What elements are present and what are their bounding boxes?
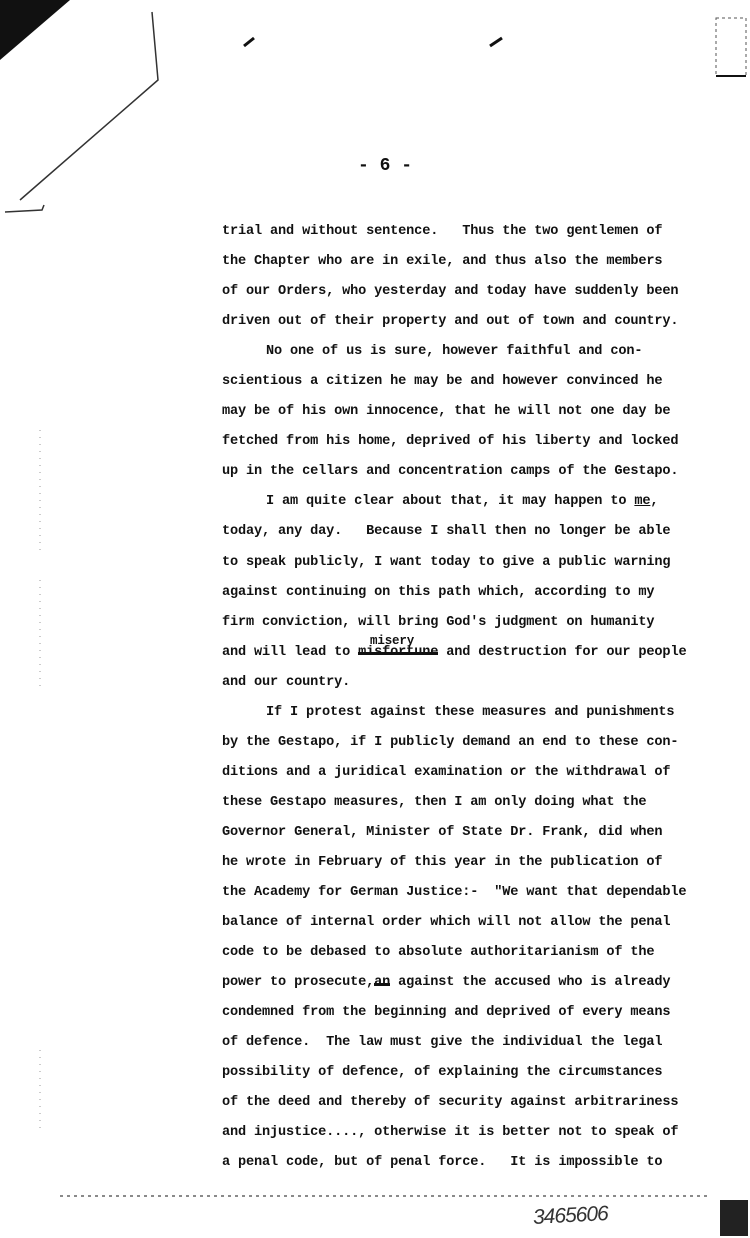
text-line: of our Orders, who yesterday and today have suddenly been [222,284,679,300]
text-line: firm conviction, will bring God's judgment on humanity [222,614,655,630]
text-line: of the deed and thereby of security against arbitrariness [222,1095,679,1111]
text-fragment: and destruction for our people [438,644,687,660]
text-line [222,633,747,668]
text-line: balance of internal order which will not allow the penal [222,915,671,931]
text-line: of defence. The law must give the individual the legal [222,1035,663,1051]
margin-dots [30,430,50,1210]
text-line: ditions and a juridical examination or the withdrawal of [222,764,671,780]
text-line: condemned from the beginning and deprived of every means [222,1005,671,1021]
text-line: these Gestapo measures, then I am only doing what the [222,794,647,810]
text-line: the Academy for German Justice:- "We want that dependable [222,885,687,901]
text-line: may be of his own innocence, that he will not one day be [222,404,671,420]
text-line: code to be debased to absolute authoritarianism of the [222,945,655,961]
text-line: fetched from his home, deprived of his liberty and locked [222,434,679,450]
text-fragment: , [650,494,659,510]
text-line: the Chapter who are in exile, and thus also the members [222,254,663,270]
ink-mark-top [240,34,520,50]
text-line: No one of us is sure, however faithful and con- [266,344,643,360]
scan-corner-artifact [0,0,175,230]
inserted-correction: misery [370,633,415,648]
text-line: trial and without sentence. Thus the two gentlemen of [222,224,663,239]
text-line: driven out of their property and out of town and country. [222,314,679,330]
text-line: and injustice...., otherwise it is better not to speak of [222,1125,679,1141]
text-fragment: I am quite clear about that, it may happen to [266,494,635,510]
text-line: possibility of defence, of explaining the circumstances [222,1065,663,1081]
struck-word: misfortune [358,644,439,660]
text-line: Governor General, Minister of State Dr. Frank, did when [222,824,663,840]
text-line: by the Gestapo, if I publicly demand an end to these con- [222,734,679,750]
corner-label-artifact [712,10,750,80]
text-line [222,968,747,998]
text-line: he wrote in February of this year in the publication of [222,854,663,870]
text-line: scientious a citizen he may be and however convinced he [222,374,663,390]
text-line: If I protest against these measures and punishments [266,704,675,720]
text-line: to speak publicly, I want today to give a public warning [222,554,671,570]
text-fragment: and will lead to [222,644,359,660]
struck-word: an [374,975,391,991]
body-text [222,217,747,1179]
text-line: up in the cellars and concentration camps of the Gestapo. [222,464,679,480]
text-line: and our country. [222,674,351,690]
text-line: today, any day. Because I shall then no longer be able [222,524,671,540]
text-fragment: power to prosecute, [222,975,375,991]
document-stamp-number: 3465606 [532,1202,609,1229]
text-line: against continuing on this path which, according to my [222,584,655,600]
underlined-word: me [634,494,651,510]
page-number: - 6 - [358,156,413,176]
text-fragment: against the accused who is already [390,975,671,991]
bottom-dotted-rule [60,1190,750,1238]
text-line [222,487,747,517]
text-line: a penal code, but of penal force. It is impossible to [222,1155,663,1171]
